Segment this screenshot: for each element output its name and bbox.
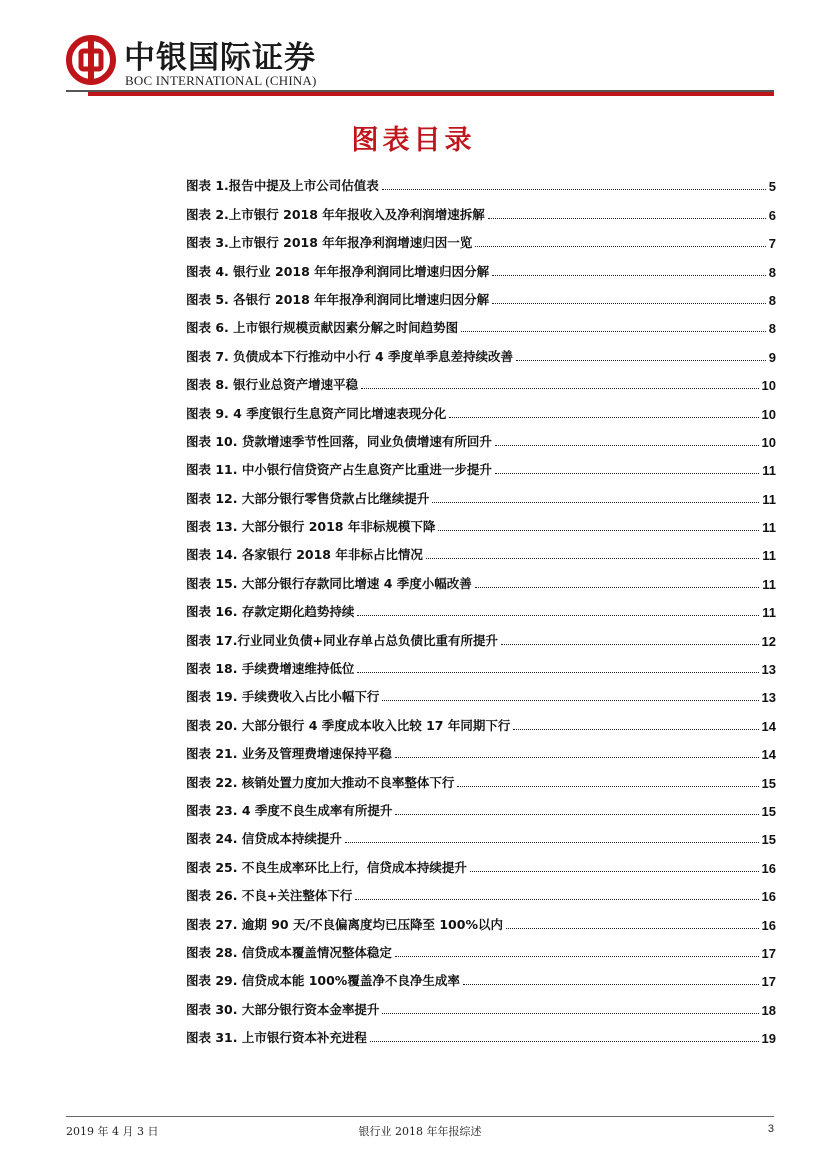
toc-entry-page: 17 — [761, 974, 776, 990]
toc-entry-label: 图表 1.报告中提及上市公司估值表 — [186, 178, 379, 194]
page-title: 图表目录 — [351, 125, 476, 156]
toc-entry-page: 8 — [768, 321, 776, 337]
toc-entry-page: 11 — [762, 520, 776, 536]
toc-entry-label: 图表 13. 大部分银行 2018 年非标规模下降 — [186, 519, 436, 535]
toc-entry-page: 14 — [761, 747, 776, 763]
toc-entry-label: 图表 30. 大部分银行资本金率提升 — [186, 1001, 380, 1017]
toc-entry[interactable] — [186, 734, 776, 762]
toc-entry-page: 5 — [768, 179, 776, 195]
toc-entry[interactable] — [186, 563, 776, 591]
toc-dot-leader — [382, 189, 766, 190]
toc-entry-label: 图表 16. 存款定期化趋势持续 — [186, 604, 355, 620]
toc-dot-leader — [495, 473, 759, 474]
toc-entry-label: 图表 6. 上市银行规模贡献因素分解之时间趋势图 — [186, 320, 459, 336]
logo-english-name: BOC INTERNATIONAL (CHINA) — [125, 73, 317, 88]
toc-dot-leader — [426, 558, 759, 559]
toc-dot-leader — [449, 417, 758, 418]
toc-entry-label: 图表 19. 手续费收入占比小幅下行 — [186, 689, 380, 705]
toc-dot-leader — [463, 984, 759, 985]
toc-dot-leader — [395, 757, 759, 758]
toc-entry-label: 图表 10. 贷款增速季节性回落，同业负债增速有所回升 — [186, 433, 492, 449]
footer-divider — [66, 1116, 774, 1117]
toc-entry-page: 14 — [761, 718, 776, 734]
toc-dot-leader — [492, 275, 766, 276]
toc-entry-label: 图表 2.上市银行 2018 年年报收入及净利润增速拆解 — [186, 206, 485, 222]
toc-entry[interactable] — [186, 904, 776, 932]
toc-entry-page: 19 — [761, 1031, 776, 1047]
toc-dot-leader — [492, 303, 766, 304]
toc-entry[interactable] — [186, 308, 776, 336]
header-accent-bar — [88, 92, 774, 96]
toc-dot-leader — [475, 587, 760, 588]
page-footer — [66, 1123, 774, 1139]
toc-entry-page: 11 — [762, 491, 776, 507]
toc-entry-label: 图表 21. 业务及管理费增速保持平稳 — [186, 746, 392, 762]
toc-entry[interactable] — [186, 251, 776, 279]
toc-entry-page: 18 — [761, 1002, 776, 1018]
toc-dot-leader — [513, 729, 758, 730]
toc-dot-leader — [470, 871, 759, 872]
toc-entry[interactable] — [186, 592, 776, 620]
toc-entry-page: 16 — [761, 860, 776, 876]
toc-entry[interactable] — [186, 961, 776, 989]
toc-entry-label: 图表 20. 大部分银行 4 季度成本收入比较 17 年同期下行 — [186, 717, 511, 733]
toc-entry[interactable] — [186, 478, 776, 506]
toc-entry-label: 图表 25. 不良生成率环比上行，信贷成本持续提升 — [186, 859, 467, 875]
toc-dot-leader — [475, 246, 765, 247]
toc-entry-page: 9 — [768, 349, 776, 365]
footer-report-title: 银行业 2018 年年报综述 — [358, 1125, 482, 1138]
toc-entry-label: 图表 3.上市银行 2018 年年报净利润增速归因一览 — [186, 235, 473, 251]
toc-entry-label: 图表 29. 信贷成本能 100%覆盖净不良净生成率 — [186, 973, 460, 989]
toc-entry[interactable] — [186, 280, 776, 308]
toc-entry-label: 图表 23. 4 季度不良生成率有所提升 — [186, 802, 393, 818]
toc-entry-label: 图表 12. 大部分银行零售贷款占比继续提升 — [186, 490, 430, 506]
toc-entry-page: 12 — [761, 633, 776, 649]
toc-entry-page: 7 — [768, 236, 776, 252]
toc-entry[interactable] — [186, 365, 776, 393]
toc-entry-label: 图表 17.行业同业负债+同业存单占总负债比重有所提升 — [186, 632, 498, 648]
toc-dot-leader — [382, 700, 758, 701]
toc-entry[interactable] — [186, 422, 776, 450]
toc-dot-leader — [457, 786, 758, 787]
toc-entry-page: 8 — [768, 292, 776, 308]
toc-entry[interactable] — [186, 620, 776, 648]
toc-entry-label: 图表 9. 4 季度银行生息资产同比增速表现分化 — [186, 405, 447, 421]
toc-dot-leader — [357, 615, 759, 616]
toc-entry-page: 11 — [762, 605, 776, 621]
toc-entry-page: 17 — [761, 945, 776, 961]
toc-dot-leader — [501, 644, 759, 645]
toc-entry[interactable] — [186, 336, 776, 364]
toc-entry-label: 图表 18. 手续费增速维持低位 — [186, 661, 355, 677]
toc-dot-leader — [370, 1041, 759, 1042]
toc-entry[interactable] — [186, 762, 776, 790]
toc-entry-page: 10 — [761, 434, 776, 450]
toc-dot-leader — [438, 530, 759, 531]
toc-entry[interactable] — [186, 393, 776, 421]
boc-logo-icon — [66, 35, 116, 85]
toc-entry-page: 15 — [761, 832, 776, 848]
toc-dot-leader — [461, 331, 766, 332]
toc-entry-page: 11 — [762, 463, 776, 479]
logo-chinese-name: 中银国际证券 — [124, 40, 316, 76]
toc-entry[interactable] — [186, 677, 776, 705]
toc-entry-page: 10 — [761, 406, 776, 422]
toc-dot-leader — [488, 218, 766, 219]
toc-dot-leader — [395, 956, 759, 957]
toc-entry-label: 图表 22. 核销处置力度加大推动不良率整体下行 — [186, 774, 455, 790]
toc-dot-leader — [361, 388, 758, 389]
toc-entry-label: 图表 24. 信贷成本持续提升 — [186, 831, 342, 847]
toc-entry[interactable] — [186, 876, 776, 904]
toc-entry-page: 11 — [762, 548, 776, 564]
toc-entry[interactable] — [186, 933, 776, 961]
table-of-figures — [186, 166, 776, 1046]
toc-entry-label: 图表 26. 不良+关注整体下行 — [186, 888, 353, 904]
toc-entry-label: 图表 4. 银行业 2018 年年报净利润同比增速归因分解 — [186, 263, 490, 279]
toc-dot-leader — [432, 502, 759, 503]
toc-dot-leader — [395, 814, 758, 815]
toc-entry-label: 图表 11. 中小银行信贷资产占生息资产比重进一步提升 — [186, 462, 492, 478]
toc-entry-label: 图表 15. 大部分银行存款同比增速 4 季度小幅改善 — [186, 575, 472, 591]
toc-entry-label: 图表 28. 信贷成本覆盖情况整体稳定 — [186, 944, 392, 960]
toc-entry-label: 图表 14. 各家银行 2018 年非标占比情况 — [186, 547, 423, 563]
toc-entry[interactable] — [186, 535, 776, 563]
toc-entry[interactable] — [186, 507, 776, 535]
toc-entry[interactable] — [186, 989, 776, 1017]
toc-entry-label: 图表 27. 逾期 90 天/不良偏离度均已压降至 100%以内 — [186, 916, 503, 932]
toc-entry-page: 10 — [761, 378, 776, 394]
toc-entry-page: 13 — [761, 662, 776, 678]
toc-entry[interactable] — [186, 705, 776, 733]
toc-dot-leader — [516, 360, 766, 361]
toc-entry-page: 16 — [761, 917, 776, 933]
toc-entry-page: 11 — [762, 576, 776, 592]
toc-entry[interactable] — [186, 791, 776, 819]
toc-entry-page: 8 — [768, 264, 776, 280]
toc-entry[interactable] — [186, 223, 776, 251]
toc-dot-leader — [506, 928, 759, 929]
toc-entry-label: 图表 31. 上市银行资本补充进程 — [186, 1030, 367, 1046]
toc-entry-page: 13 — [761, 690, 776, 706]
toc-entry[interactable] — [186, 194, 776, 222]
toc-entry[interactable] — [186, 649, 776, 677]
toc-entry[interactable] — [186, 450, 776, 478]
toc-entry[interactable] — [186, 1018, 776, 1046]
toc-dot-leader — [382, 1013, 758, 1014]
toc-dot-leader — [355, 899, 758, 900]
toc-dot-leader — [495, 445, 759, 446]
toc-entry[interactable] — [186, 847, 776, 875]
toc-entry-page: 16 — [761, 889, 776, 905]
toc-entry-page: 6 — [768, 207, 776, 223]
page-header — [0, 0, 827, 100]
toc-entry-page: 15 — [761, 775, 776, 791]
toc-entry[interactable] — [186, 819, 776, 847]
toc-entry-page: 15 — [761, 803, 776, 819]
toc-entry-label: 图表 5. 各银行 2018 年年报净利润同比增速归因分解 — [186, 291, 490, 307]
toc-entry-label: 图表 7. 负债成本下行推动中小行 4 季度单季息差持续改善 — [186, 348, 514, 364]
toc-entry-label: 图表 8. 银行业总资产增速平稳 — [186, 377, 359, 393]
toc-entry[interactable] — [186, 166, 776, 194]
toc-dot-leader — [345, 842, 759, 843]
footer-date: 2019 年 4 月 3 日 — [66, 1125, 159, 1138]
toc-dot-leader — [357, 672, 758, 673]
page-number: 3 — [767, 1123, 774, 1135]
